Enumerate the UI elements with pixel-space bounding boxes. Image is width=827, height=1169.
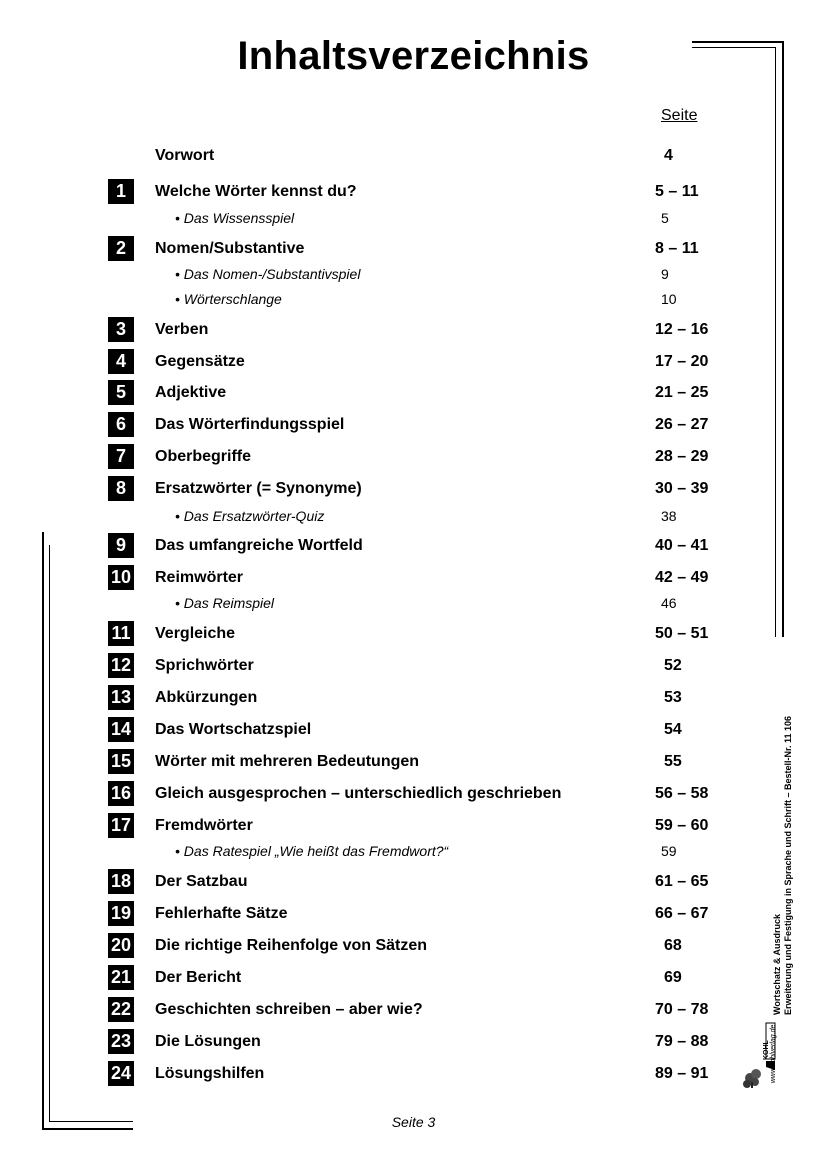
- toc-entry: [0, 933, 827, 959]
- toc-subentry: [0, 208, 827, 228]
- chapter-page: 12 – 16: [655, 321, 709, 338]
- toc-entry: [0, 717, 827, 743]
- chapter-number-badge: 21: [108, 965, 134, 990]
- chapter-number-badge: 4: [108, 349, 134, 374]
- chapter-number-badge: 20: [108, 933, 134, 958]
- subentry-page: 9: [661, 266, 669, 282]
- chapter-title: Vergleiche: [155, 625, 236, 642]
- chapter-title: Gleich ausgesprochen – unterschiedlich geschrieben: [155, 785, 562, 802]
- chapter-page: 40 – 41: [655, 537, 709, 554]
- chapter-page: 66 – 67: [655, 905, 709, 922]
- chapter-page: 5 – 11: [655, 183, 699, 200]
- chapter-title: Der Satzbau: [155, 873, 248, 890]
- subentry-title: • Wörterschlange: [175, 291, 282, 307]
- chapter-title: Das Wortschatzspiel: [155, 721, 312, 738]
- toc-subentry: [0, 841, 827, 861]
- toc-entry: [0, 869, 827, 895]
- toc-entry: [0, 1029, 827, 1055]
- subentry-title: • Das Ratespiel „Wie heißt das Fremdwort?“: [175, 843, 449, 859]
- chapter-page: 56 – 58: [655, 785, 709, 802]
- toc-entry: [0, 653, 827, 679]
- chapter-title: Die richtige Reihenfolge von Sätzen: [155, 937, 428, 954]
- chapter-page: 55: [664, 753, 682, 770]
- chapter-number-badge: 19: [108, 901, 134, 926]
- chapter-number-badge: 12: [108, 653, 134, 678]
- publisher-name: KOHL: [763, 1040, 770, 1060]
- chapter-number-badge: 7: [108, 444, 134, 469]
- chapter-title: Abkürzungen: [155, 689, 258, 706]
- chapter-number-badge: 18: [108, 869, 134, 894]
- chapter-title: Verben: [155, 321, 209, 338]
- chapter-page: 26 – 27: [655, 416, 709, 433]
- toc-entry: [0, 901, 827, 927]
- publisher-url: www.kohlverlag.de: [770, 1024, 777, 1083]
- chapter-page: 42 – 49: [655, 569, 709, 586]
- chapter-number-badge: 14: [108, 717, 134, 742]
- toc-entry: [0, 476, 827, 502]
- chapter-title: Die Lösungen: [155, 1033, 261, 1050]
- chapter-number-badge: 23: [108, 1029, 134, 1054]
- chapter-number-badge: 13: [108, 685, 134, 710]
- toc-entry: [0, 781, 827, 807]
- side-title: Wortschatz & Ausdruck: [772, 913, 782, 1015]
- chapter-page: 8 – 11: [655, 240, 699, 257]
- subentry-title: • Das Ersatzwörter-Quiz: [175, 508, 325, 524]
- toc-entry: [0, 565, 827, 591]
- chapter-page: 52: [664, 657, 682, 674]
- side-subtitle: Erweiterung und Festigung in Sprache und Schrift – Bestell-Nr. 11 106: [783, 715, 793, 1015]
- toc-subentry: [0, 506, 827, 526]
- subentry-title: • Das Wissensspiel: [175, 210, 295, 226]
- toc-subentry: [0, 264, 827, 284]
- subentry-page: 38: [661, 508, 677, 524]
- toc-entry: [0, 412, 827, 438]
- page-column-header: Seite: [661, 107, 698, 124]
- chapter-title: Lösungshilfen: [155, 1065, 265, 1082]
- chapter-title: Gegensätze: [155, 353, 245, 370]
- chapter-title: Reimwörter: [155, 569, 244, 586]
- chapter-page: 30 – 39: [655, 480, 709, 497]
- chapter-page: 4: [664, 147, 673, 164]
- toc-entry: [0, 621, 827, 647]
- toc-entry: [0, 236, 827, 262]
- chapter-page: 17 – 20: [655, 353, 709, 370]
- toc-entry: [0, 143, 827, 169]
- chapter-page: 54: [664, 721, 682, 738]
- chapter-title: Sprichwörter: [155, 657, 254, 674]
- toc-entry: [0, 349, 827, 375]
- chapter-title: Welche Wörter kennst du?: [155, 183, 357, 200]
- chapter-page: 61 – 65: [655, 873, 709, 890]
- chapter-number-badge: 5: [108, 380, 134, 405]
- chapter-number-badge: 2: [108, 236, 134, 261]
- chapter-title: Nomen/Substantive: [155, 240, 305, 257]
- chapter-title: Der Bericht: [155, 969, 242, 986]
- chapter-title: Das Wörterfindungsspiel: [155, 416, 345, 433]
- toc-entry: [0, 179, 827, 205]
- chapter-title: Adjektive: [155, 384, 227, 401]
- subentry-title: • Das Reimspiel: [175, 595, 275, 611]
- toc-entry: [0, 685, 827, 711]
- subentry-page: 46: [661, 595, 677, 611]
- toc-entry: [0, 749, 827, 775]
- chapter-title: Fehlerhafte Sätze: [155, 905, 288, 922]
- toc-entry: [0, 380, 827, 406]
- page-title: Inhaltsverzeichnis: [237, 34, 590, 78]
- toc-entry: [0, 997, 827, 1023]
- chapter-number-badge: 16: [108, 781, 134, 806]
- chapter-page: 28 – 29: [655, 448, 709, 465]
- chapter-title: Ersatzwörter (= Synonyme): [155, 480, 362, 497]
- subentry-page: 59: [661, 843, 677, 859]
- chapter-title: Wörter mit mehreren Bedeutungen: [155, 753, 420, 770]
- toc-entry: [0, 533, 827, 559]
- chapter-title: Vorwort: [155, 147, 215, 164]
- chapter-number-badge: 6: [108, 412, 134, 437]
- chapter-page: 70 – 78: [655, 1001, 709, 1018]
- toc-subentry: [0, 289, 827, 309]
- chapter-page: 68: [664, 937, 682, 954]
- toc-entry: [0, 444, 827, 470]
- chapter-title: Das umfangreiche Wortfeld: [155, 537, 363, 554]
- chapter-number-badge: 22: [108, 997, 134, 1022]
- subentry-title: • Das Nomen-/Substantivspiel: [175, 266, 361, 282]
- chapter-number-badge: 24: [108, 1061, 134, 1086]
- chapter-number-badge: 3: [108, 317, 134, 342]
- chapter-number-badge: 8: [108, 476, 134, 501]
- page-footer: Seite 3: [391, 1114, 436, 1130]
- chapter-title: Oberbegriffe: [155, 448, 252, 465]
- toc-entry: [0, 1061, 827, 1087]
- toc-entry: [0, 317, 827, 343]
- chapter-page: 69: [664, 969, 682, 986]
- chapter-page: 21 – 25: [655, 384, 709, 401]
- chapter-number-badge: 9: [108, 533, 134, 558]
- chapter-title: Geschichten schreiben – aber wie?: [155, 1001, 423, 1018]
- chapter-page: 59 – 60: [655, 817, 709, 834]
- subentry-page: 5: [661, 210, 669, 226]
- side-publication-info: [772, 716, 794, 1015]
- chapter-number-badge: 1: [108, 179, 134, 204]
- chapter-number-badge: 17: [108, 813, 134, 838]
- chapter-page: 79 – 88: [655, 1033, 709, 1050]
- chapter-number-badge: 10: [108, 565, 134, 590]
- subentry-page: 10: [661, 291, 677, 307]
- toc-entry: [0, 965, 827, 991]
- chapter-title: Fremdwörter: [155, 817, 253, 834]
- chapter-page: 53: [664, 689, 682, 706]
- toc-entry: [0, 813, 827, 839]
- chapter-number-badge: 15: [108, 749, 134, 774]
- chapter-page: 50 – 51: [655, 625, 709, 642]
- toc-subentry: [0, 593, 827, 613]
- chapter-number-badge: 11: [108, 621, 134, 646]
- chapter-page: 89 – 91: [655, 1065, 709, 1082]
